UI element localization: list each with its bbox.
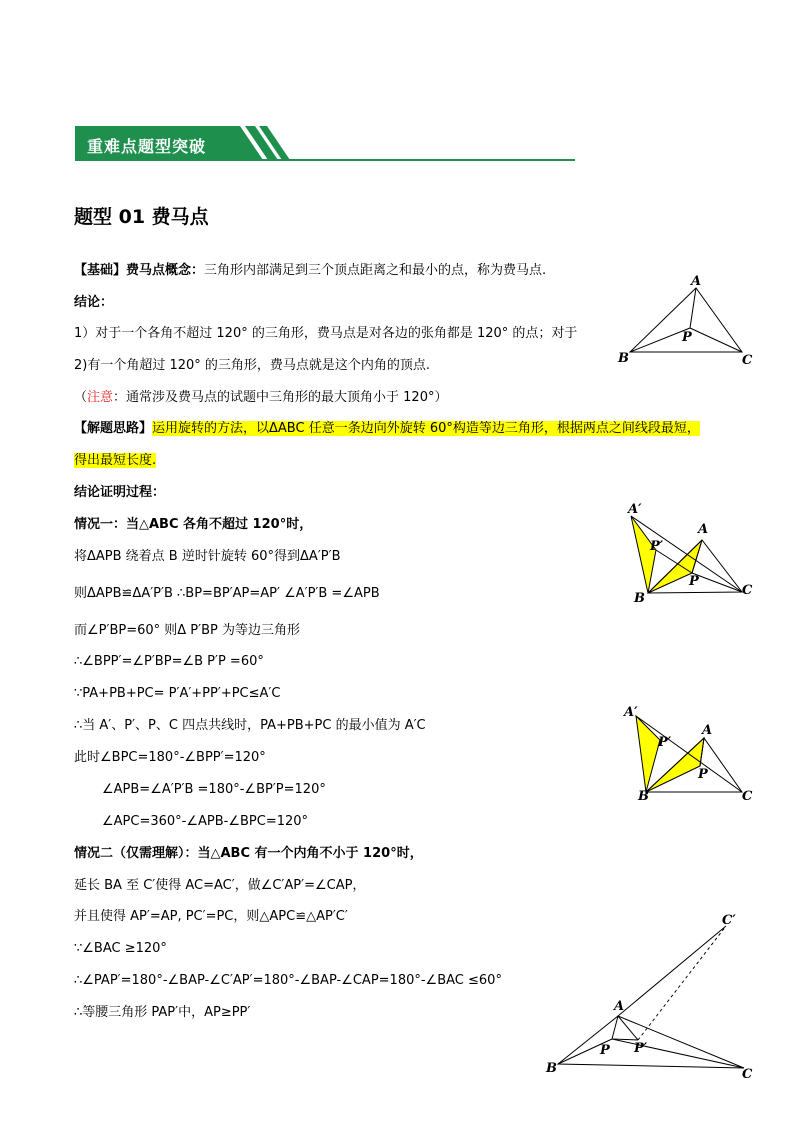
section-title: 题型 01 费马点	[74, 206, 209, 228]
case2-line: ∴∠PAP′=180°-∠BAP-∠C′AP′=180°-∠BAP-∠CAP=180°-∠BAC ≤60°	[74, 973, 502, 988]
banner-title: 重难点题型突破	[87, 137, 207, 156]
label-c: C	[742, 583, 753, 598]
note-open: （	[74, 390, 88, 405]
label-p-prime: P′	[634, 1041, 648, 1056]
case2-line: ∵∠BAC ≥120°	[74, 941, 167, 956]
label-b: B	[546, 1061, 557, 1076]
label-p: P	[689, 574, 699, 589]
label-b: B	[634, 591, 645, 606]
label-a: A	[691, 274, 702, 289]
conclusion-1: 1）对于一个各角不超过 120° 的三角形，费马点是对各边的张角都是 120° 的点；对于	[74, 326, 578, 341]
label-p-prime: P′	[658, 735, 672, 750]
label-c-prime: C′	[722, 913, 736, 928]
basics-tag: 【基础】	[74, 263, 127, 278]
case2-line: 延长 BA 至 C′使得 AC=AC′，做∠C′AP′=∠CAP，	[74, 878, 366, 893]
label-c: C	[742, 789, 753, 804]
method-line-1	[74, 420, 700, 438]
method-text-1: 运用旋转的方法，以ΔABC 任意一条边向外旋转 60°构造等边三角形，根据两点之间线段最短，	[152, 421, 700, 436]
case1-line: ∠APB=∠A′P′B =180°-∠BP′P=120°	[102, 782, 326, 797]
conclusion-2: 2)有一个角超过 120° 的三角形，费马点就是这个内角的顶点.	[74, 358, 431, 373]
case2-title: 情况二（仅需理解）：当△ABC 有一个内角不小于 120°时，	[74, 846, 423, 861]
note-line	[74, 389, 447, 407]
basics-text: 三角形内部满足到三个顶点距离之和最小的点，称为费马点.	[204, 263, 547, 278]
method-line-2	[74, 452, 156, 470]
label-p: P	[682, 330, 692, 345]
label-a-prime: A′	[624, 705, 638, 720]
case1-line: ∴∠BPP′=∠P′BP=∠B P′P =60°	[74, 654, 264, 669]
case1-line: 则ΔAPB≌ΔA′P′B ∴BP=BP′AP=AP′ ∠A′P′B =∠APB	[74, 586, 380, 601]
case1-line: ∴当 A′、P′、P、C 四点共线时，PA+PB+PC 的最小值为 A′C	[74, 718, 426, 733]
case2-line: 并且使得 AP′=AP, PC′=PC，则△APC≌△AP′C′	[74, 909, 348, 924]
figure-obtuse-case	[540, 912, 753, 1082]
label-c: C	[742, 1067, 753, 1082]
basics-line	[74, 262, 546, 280]
conclusion-label: 结论：	[74, 295, 114, 310]
label-a: A	[702, 723, 713, 738]
label-b: B	[638, 789, 649, 804]
note-label: 注意	[87, 390, 114, 405]
label-p: P	[698, 767, 708, 782]
label-c: C	[742, 353, 753, 368]
label-b: B	[618, 351, 629, 366]
note-text: ：通常涉及费马点的试题中三角形的最大顶角小于 120°）	[113, 390, 448, 405]
figure-rotation-1	[620, 498, 770, 608]
method-tag: 【解题思路】	[74, 421, 153, 436]
section-banner	[75, 126, 575, 162]
figure-rotation-2	[620, 702, 770, 812]
case1-title: 情况一：当△ABC 各角不超过 120°时，	[74, 517, 313, 532]
proof-label: 结论证明过程：	[74, 485, 166, 500]
figure-fermat-triangle	[610, 268, 760, 368]
label-p: P	[600, 1043, 610, 1058]
case1-line: ∠APC=360°-∠APB-∠BPC=120°	[102, 814, 309, 829]
case2-line: ∴等腰三角形 PAP′中，AP≥PP′	[74, 1005, 251, 1020]
case1-line: ∵PA+PB+PC= P′A′+PP′+PC≤A′C	[74, 686, 281, 701]
case1-line: 此时∠BPC=180°-∠BPP′=120°	[74, 750, 266, 765]
basics-lead: 费马点概念：	[126, 263, 205, 278]
label-a-prime: A′	[628, 502, 642, 517]
case1-line: 而∠P′BP=60° 则Δ P′BP 为等边三角形	[74, 623, 300, 638]
method-text-2: 得出最短长度.	[74, 453, 157, 468]
label-a: A	[614, 999, 625, 1014]
case1-line: 将ΔAPB 绕着点 B 逆时针旋转 60°得到ΔA′P′B	[74, 549, 341, 564]
label-a: A	[698, 522, 709, 537]
label-p-prime: P′	[650, 539, 664, 554]
